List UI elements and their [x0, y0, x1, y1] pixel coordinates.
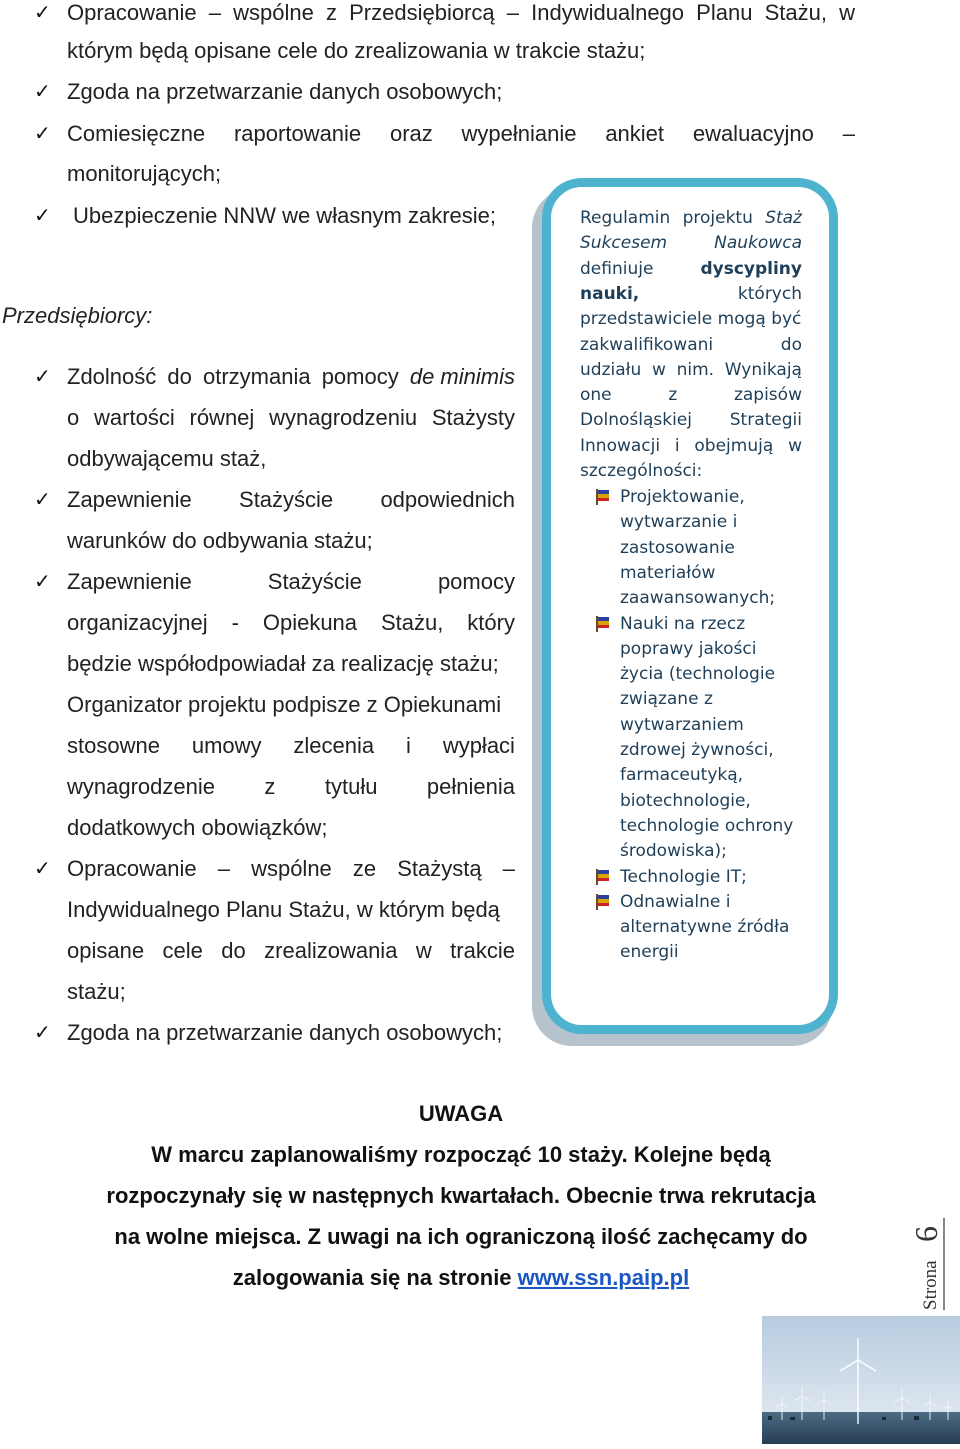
- notice-line: W marcu zaplanowaliśmy rozpocząć 10 staży. Kolejne będą: [151, 1142, 771, 1167]
- list-item-line: [67, 856, 515, 882]
- word: stosowne: [67, 733, 160, 758]
- sidebox-line: [580, 206, 802, 231]
- sidebox-line: [580, 333, 802, 358]
- word: do: [780, 334, 802, 355]
- bullet-text-line: środowiska);: [620, 841, 727, 862]
- word: Stażysty: [431, 405, 515, 430]
- word: raportowanie: [233, 121, 362, 146]
- word: do: [221, 938, 246, 963]
- bullet-text-line: Projektowanie,: [620, 487, 745, 507]
- word: pomocy: [437, 569, 515, 594]
- bullet-text-line: Nauki na rzecz: [620, 613, 746, 634]
- word: Indywidualnego: [531, 0, 685, 25]
- checkmark-icon: ✓: [34, 1022, 51, 1044]
- list-item-line: dodatkowych obowiązków;: [67, 815, 328, 840]
- list-item-line: [67, 774, 515, 800]
- sidebox-line: [580, 282, 802, 307]
- word: Staż: [765, 208, 802, 228]
- word: ankiet: [605, 121, 665, 146]
- list-item-line: monitorujących;: [67, 161, 222, 186]
- word: Opracowanie: [67, 0, 197, 25]
- list-item-line: [67, 938, 515, 964]
- list-item-line: Ubezpieczenie NNW we własnym zakresie;: [73, 203, 497, 228]
- word: -: [231, 610, 239, 635]
- bullet-text-line: alternatywne źródła: [620, 917, 790, 938]
- word: zlecenia: [293, 733, 375, 758]
- word: Sukcesem: [580, 233, 668, 254]
- word: definiuje: [580, 258, 654, 279]
- flag-bullet-icon: [592, 489, 610, 505]
- list-item-line: [67, 487, 515, 513]
- word: Innowacji: [580, 435, 661, 456]
- word: równej: [189, 405, 255, 430]
- website-link[interactable]: www.ssn.paip.pl: [517, 1265, 690, 1290]
- list-item-line: odbywającemu staż,: [67, 446, 267, 471]
- bullet-text-line: poprawy jakości: [620, 638, 757, 659]
- list-item-line: [67, 610, 515, 636]
- word: szczególności:: [580, 461, 703, 481]
- word: Stażu,: [380, 610, 444, 635]
- checkmark-icon: ✓: [34, 571, 51, 593]
- word: one: [580, 385, 612, 406]
- flag-bullet-icon: [592, 894, 610, 910]
- word: wynagrodzenie: [67, 774, 215, 799]
- word: Zapewnienie: [67, 487, 192, 512]
- flag-bullet-icon: [592, 616, 610, 632]
- bullet-text-line: zaawansowanych;: [620, 588, 776, 609]
- word: ewaluacyjno: [692, 121, 814, 146]
- list-item-line: którym będą opisane cele do zrealizowania w trakcie stażu;: [67, 38, 646, 63]
- employers-heading: Przedsiębiorcy:: [2, 303, 153, 328]
- word: Naukowca: [714, 233, 802, 254]
- word: Planu: [696, 0, 753, 25]
- bullet-text-line: życia (technologie: [620, 664, 776, 685]
- word: projektu: [682, 208, 753, 228]
- notice-line: [0, 1265, 922, 1291]
- word: Comiesięczne: [67, 121, 206, 146]
- list-item-line: [67, 405, 515, 431]
- sidebox-line: [580, 408, 802, 433]
- list-item-line: będzie współodpowiadał za realizację stażu;: [67, 651, 499, 676]
- checkmark-icon: ✓: [34, 205, 51, 227]
- word: wspólne: [251, 856, 332, 881]
- word: obejmują: [694, 435, 774, 456]
- list-item-line: Indywidualnego Planu Stażu, w którym będą: [67, 897, 500, 922]
- word: wartości: [94, 405, 175, 430]
- wind-turbines-photo: [762, 1316, 960, 1444]
- word: który: [467, 610, 515, 635]
- word: Stażystą: [397, 856, 482, 881]
- word: Stażu,: [764, 0, 827, 25]
- page-number-text: 6: [908, 1226, 944, 1242]
- checkmark-icon: ✓: [34, 123, 51, 145]
- sidebox-line: [580, 257, 802, 282]
- bullet-text-line: zdrowej żywności,: [620, 740, 774, 760]
- notice-line-prefix: zalogowania się na stronie: [232, 1265, 518, 1290]
- word: w: [839, 0, 855, 25]
- list-item-line: warunków do odbywania stażu;: [67, 528, 373, 553]
- word: tytułu: [324, 774, 378, 799]
- word: Zdolność: [67, 364, 157, 389]
- word: umowy: [191, 733, 262, 758]
- word: Dolnośląskiej: [580, 410, 692, 431]
- checkmark-icon: ✓: [34, 81, 51, 103]
- notice-title: UWAGA: [418, 1101, 504, 1126]
- word: odpowiednich: [380, 487, 515, 512]
- bullet-text-line: farmaceutyką,: [620, 765, 744, 786]
- sidebox-line: [580, 459, 802, 484]
- checkmark-icon: ✓: [34, 2, 51, 24]
- list-item-line: [67, 733, 515, 759]
- word: Stażyście: [267, 569, 362, 594]
- word: –: [506, 0, 519, 25]
- word: organizacyjnej: [67, 610, 208, 635]
- word: trakcie: [450, 938, 515, 963]
- word: oraz: [389, 121, 433, 146]
- checkmark-icon: ✓: [34, 858, 51, 880]
- list-item-line: [67, 569, 515, 595]
- word: w: [415, 938, 432, 963]
- list-item-line: stażu;: [67, 979, 126, 1004]
- bullet-text-line: energii: [620, 942, 679, 963]
- word: dyscypliny: [700, 258, 802, 279]
- word: Przedsiębiorcą: [349, 0, 495, 25]
- bullet-text-line: biotechnologie,: [620, 790, 751, 811]
- word: cele: [162, 938, 203, 963]
- word: Wynikają: [724, 359, 802, 380]
- word: z: [264, 774, 276, 799]
- list-item-line: [67, 0, 855, 26]
- word: z: [325, 0, 337, 25]
- word: wynagrodzeniu: [269, 405, 418, 430]
- word: w: [651, 359, 666, 380]
- word: i: [406, 733, 411, 758]
- flag-bullet-icon: [592, 869, 610, 885]
- word: –: [842, 121, 855, 146]
- word: z: [668, 385, 678, 406]
- word: przedstawiciele mogą być: [580, 309, 802, 330]
- list-item-line: [67, 121, 855, 147]
- word: Opiekuna: [262, 610, 358, 635]
- word: otrzymania: [202, 364, 311, 389]
- word: nauki,: [580, 283, 640, 304]
- word: których: [737, 283, 802, 304]
- sidebox-line: [580, 358, 802, 383]
- word: Strategii: [729, 410, 802, 431]
- sidebox-line: [580, 434, 802, 459]
- word: zakwalifikowani: [580, 334, 714, 355]
- word: opisane: [67, 938, 145, 963]
- word: do: [167, 364, 192, 389]
- bullet-text-line: wytwarzanie i: [620, 512, 738, 533]
- word: –: [217, 856, 230, 881]
- word: wypełnianie: [461, 121, 577, 146]
- word: Zapewnienie: [67, 569, 192, 594]
- page-number-label: [896, 1218, 956, 1318]
- notice-line: rozpoczynały się w następnych kwartałach. Obecnie trwa rekrutacja: [106, 1183, 816, 1208]
- word: udziału: [580, 359, 642, 380]
- bullet-text-line: Technologie IT;: [620, 866, 747, 887]
- bullet-text-line: Odnawialne i: [620, 891, 731, 912]
- word: nim.: [676, 359, 715, 380]
- list-item-line: [67, 364, 515, 390]
- word: i: [674, 435, 680, 456]
- word: w: [788, 435, 802, 456]
- word: –: [502, 856, 515, 881]
- word: pełnienia: [426, 774, 515, 799]
- sidebox-line: [580, 307, 802, 332]
- bullet-text-line: technologie ochrony: [620, 815, 794, 836]
- bullet-text-line: zastosowanie: [620, 537, 735, 558]
- word: wspólne: [233, 0, 314, 25]
- word: Regulamin: [580, 208, 671, 228]
- word: o: [67, 405, 80, 430]
- checkmark-icon: ✓: [34, 489, 51, 511]
- bullet-text-line: wytwarzaniem: [620, 714, 744, 735]
- page-label-text: Strona: [920, 1260, 941, 1310]
- sidebox-line: [580, 231, 802, 256]
- word: wypłaci: [442, 733, 515, 758]
- word: Stażyście: [239, 487, 334, 512]
- notice-line: na wolne miejsca. Z uwagi na ich ograniczoną ilość zachęcamy do: [114, 1224, 808, 1249]
- list-item-line: Zgoda na przetwarzanie danych osobowych;: [67, 1020, 503, 1045]
- sidebox-line: [580, 383, 802, 408]
- bullet-text-line: związane z: [620, 689, 713, 710]
- word: pomocy: [321, 364, 399, 389]
- de-minimis-term: de minimis: [409, 364, 515, 389]
- checkmark-icon: ✓: [34, 366, 51, 388]
- list-item-line: Zgoda na przetwarzanie danych osobowych;: [67, 79, 503, 104]
- word: zapisów: [733, 385, 802, 406]
- word: ze: [352, 856, 377, 881]
- bullet-text-line: materiałów: [620, 562, 716, 583]
- word: –: [208, 0, 222, 25]
- list-item-line: Organizator projektu podpisze z Opiekunami: [67, 692, 502, 717]
- word: Opracowanie: [67, 856, 197, 881]
- word: zrealizowania: [264, 938, 398, 963]
